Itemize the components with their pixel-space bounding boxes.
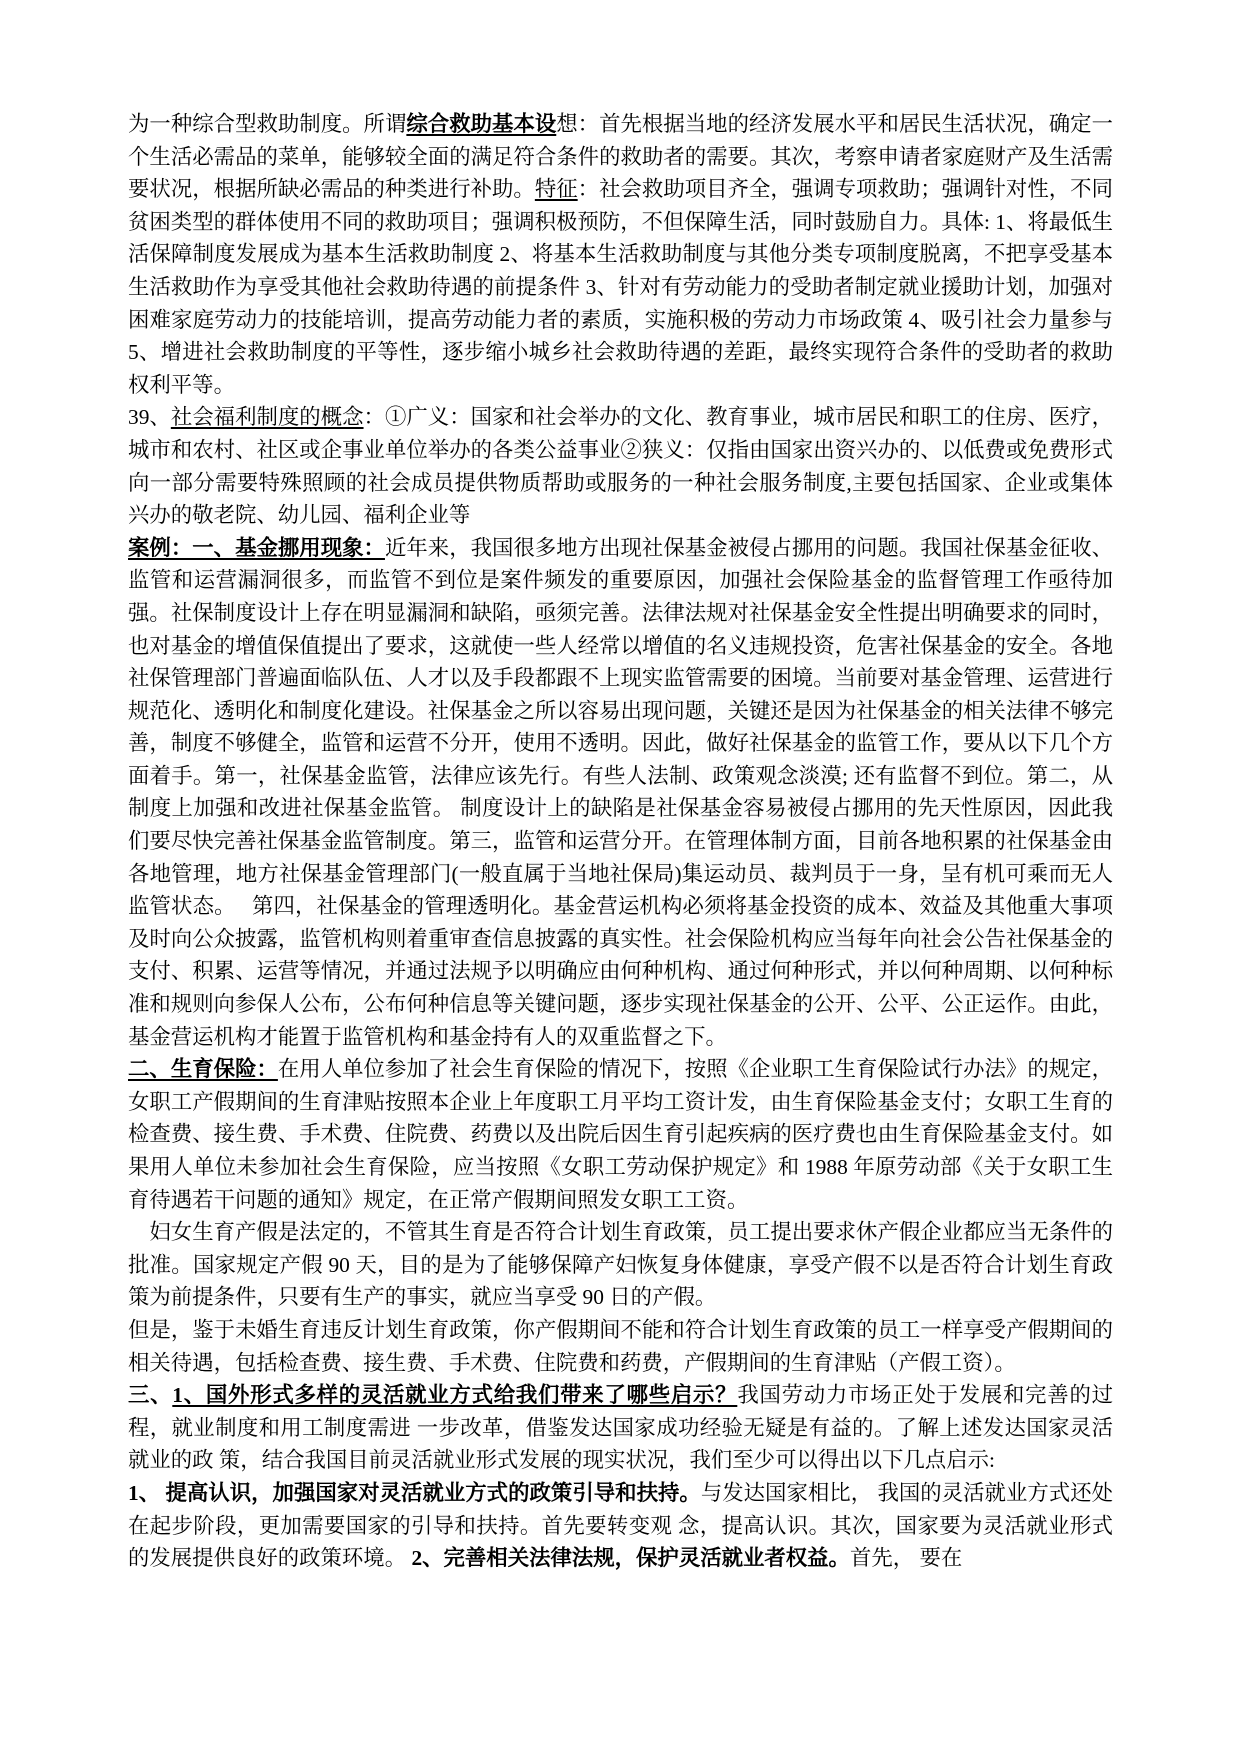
document-body <box>128 108 1113 1575</box>
emphasis-run: 综合救助基本设 <box>406 112 557 136</box>
para-insight-1-and-2 <box>128 1477 1113 1575</box>
text-run: ：①广义：国家和社会举办的文化、教育事业，城市居民和职工的住房、医疗，城市和农村、社区或企事业单位举办的各类公益事业②狭义：仅指由国家出资兴办的、以低费或免费形式向一部分需要特殊照顾的社会成员提供物质帮助或服务的一种社会服务制度,主要包括国家、企业或集体兴办的敬老院、幼儿园、福利企业等 <box>128 405 1113 528</box>
emphasis-run: 社会福利制度的概念 <box>170 405 364 430</box>
emphasis-run: 特征 <box>534 177 578 202</box>
text-run: 为一种综合型救助制度。所谓 <box>128 112 407 136</box>
para-case-fund-misappropriation <box>128 532 1113 1054</box>
text-run: 在用人单位参加了社会生育保险的情况下，按照《企业职工生育保险试行办法》的规定，女职工产假期间的生育津贴按照本企业上年度职工月平均工资计发，由生育保险基金支付；女职工生育的检查费、接生费、手术费、住院费、药费以及出院后因生育引起疾病的医疗费也由生育保险基金支付。如果用人单位未参加社会生育保险，应当按照《女职工劳动保护规定》和 1988 年原劳动部《关于女职工生育待遇若干问题的通知》规定，在正常产假期间照发女职工工资。 <box>128 1057 1113 1212</box>
para-flexible-employment-question <box>128 1379 1113 1477</box>
text-run: 想：首先根据当地的经济发展水平和居民生活状况，确定一个生活必需品的菜单，能够较全面的满足符合条件的救助者的需要。其次，考察申请者家庭财产及生活需要状况，根据所缺必需品的种类进行补助。 <box>128 112 1113 202</box>
text-run: 妇女生育产假是法定的，不管其生育是否符合计划生育政策，员工提出要求休产假企业都应当无条件的批准。国家规定产假 90 天，目的是为了能够保障产妇恢复身体健康，享受产假不以是否符合计划生育政策为前提条件，只要有生产的事实，就应当享受 90 日的产假。 <box>128 1220 1113 1310</box>
para-maternity-insurance <box>128 1053 1113 1216</box>
emphasis-run: 二、生育保险： <box>128 1057 278 1082</box>
para-39-social-welfare-concept <box>128 401 1113 531</box>
emphasis-run: 1、 提高认识，加强国家对灵活就业方式的政策引导和扶持。 <box>128 1480 701 1505</box>
emphasis-run: 2、完善相关法律法规，保护灵活就业者权益。 <box>411 1546 850 1571</box>
emphasis-run: 案例：一、基金挪用现象： <box>128 535 385 560</box>
para-maternity-leave-statutory <box>128 1216 1113 1314</box>
text-run: 我国劳动力市场正处于发展和完善的过程，就业制度和用工制度需进 一步改革，借鉴发达国家成功经验无疑是有益的。了解上述发达国家灵活就业的政 策，结合我国目前灵活就业形式发展的现实状况，我们至少可以得出以下几点启示: <box>128 1383 1113 1473</box>
text-run: 首先， 要在 <box>849 1546 963 1571</box>
para-comprehensive-assistance <box>128 108 1113 401</box>
para-unmarried-birth-exception <box>128 1314 1113 1379</box>
emphasis-run: 三、 <box>128 1383 173 1408</box>
text-run: 但是，鉴于未婚生育违反计划生育政策，你产假期间不能和符合计划生育政策的员工一样享受产假期间的相关待遇，包括检查费、接生费、手术费、住院费和药费，产假期间的生育津贴（产假工资）。 <box>128 1317 1113 1375</box>
text-run: 39、 <box>128 405 171 430</box>
text-run: 近年来，我国很多地方出现社保基金被侵占挪用的问题。我国社保基金征收、监管和运营漏洞很多，而监管不到位是案件频发的重要原因，加强社会保险基金的监督管理工作亟待加强。社保制度设计上存在明显漏洞和缺陷，亟须完善。法律法规对社保基金安全性提出明确要求的同时，也对基金的增值保值提出了要求，这就使一些人经常以增值的名义违规投资，危害社保基金的安全。各地社保管理部门普遍面临队伍、人才以及手段都跟不上现实监管需要的困境。当前要对基金管理、运营进行规范化、透明化和制度化建设。社保基金之所以容易出现问题，关键还是因为社保基金的相关法律不够完善，制度不够健全，监管和运营不分开，使用不透明。因此，做好社保基金的监管工作，要从以下几个方面着手。第一，社保基金监管，法律应该先行。有些人法制、政策观念淡漠; 还有监督不到位。第二，从制度上加强和改进社保基金监管。 制度设计上的缺陷是社保基金容易被侵占挪用的先天性原因，因此我们要尽快完善社保基金监管制度。第三，监管和运营分开。在管理体制方面，目前各地积累的社保基金由各地管理，地方社保基金管理部门(一般直属于当地社保局)集运动员、裁判员于一身，呈有机可乘而无人监管状态。 第四，社保基金的管理透明化。基金营运机构必须将基金投资的成本、效益及其他重大事项及时向公众披露，监管机构则着重审查信息披露的真实性。社会保险机构应当每年向社会公告社保基金的支付、积累、运营等情况，并通过法规予以明确应由何种机构、通过何种形式，并以何种周期、以何种标准和规则向参保人公布，公布何种信息等关键问题，逐步实现社保基金的公开、公平、公正运作。由此，基金营运机构才能置于监管机构和基金持有人的双重监督之下。 <box>128 535 1113 1049</box>
text-run: 与发达国家相比， 我国的灵活就业方式还处在起步阶段，更加需要国家的引导和扶持。首先要转变观 念，提高认识。其次，国家要为灵活就业形式的发展提供良好的政策环境。 <box>128 1480 1113 1571</box>
emphasis-run: 1、国外形式多样的灵活就业方式给我们带来了哪些启示？ <box>172 1383 738 1408</box>
text-run: ：社会救助项目齐全，强调专项救助；强调针对性，不同贫困类型的群体使用不同的救助项目；强调积极预防，不但保障生活，同时鼓励自力。具体: 1、将最低生活保障制度发展成为基本生活救助制度 2、将基本生活救助制度与其他分类专项制度脱离，不把享受基本生活救助作为享受其他社会救助待遇的前提条件 3、针对有劳动能力的受助者制定就业援助计划，加强对困难家庭劳动力的技能培训，提高劳动能力者的素质，实施积极的劳动力市场政策 4、吸引社会力量参与 5、增进社会救助制度的平等性，逐步缩小城乡社会救助待遇的差距，最终实现符合条件的受助者的救助权利平等。 <box>128 177 1113 397</box>
